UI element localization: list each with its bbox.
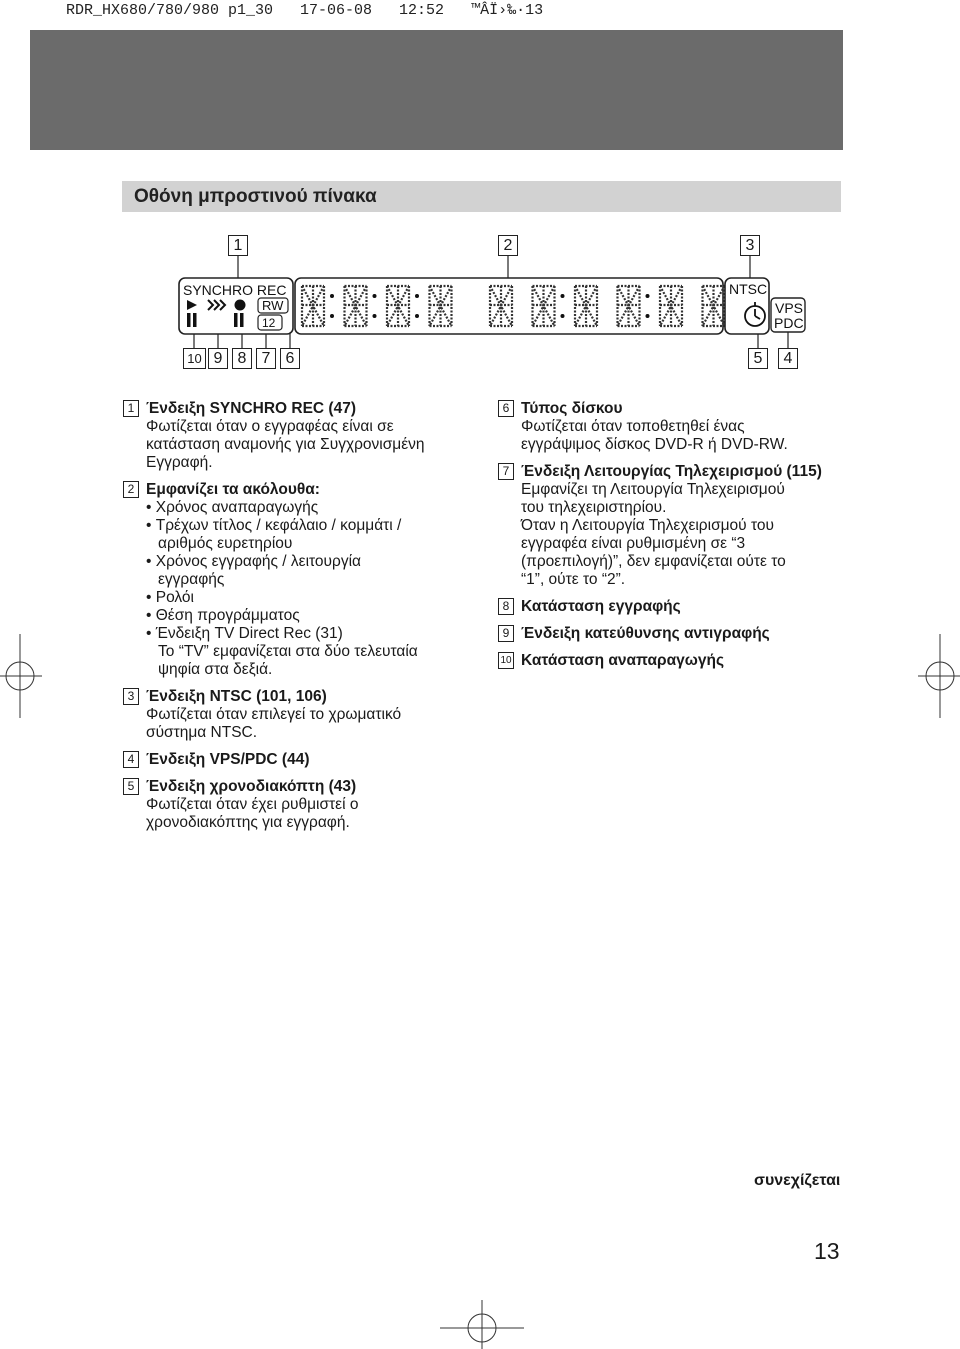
legend-text: Φωτίζεται όταν επιλεγεί το χρωματικό — [146, 706, 402, 723]
colon-dot — [330, 314, 334, 318]
callout-leader-lines — [0, 0, 960, 400]
legend-bullet: αριθμός ευρετηρίου — [158, 535, 293, 552]
callout-3: 3 — [740, 235, 760, 256]
legend-number: 10 — [498, 652, 514, 669]
legend-text: χρονοδιακόπτης για εγγραφή. — [146, 814, 350, 831]
legend-bullet: • Ρολόι — [146, 589, 473, 607]
colon-dot — [330, 294, 334, 298]
pdc-indicator: PDC — [774, 315, 804, 331]
colon-dot — [646, 294, 650, 298]
legend-text: Εμφανίζει τη Λειτουργία Τηλεχειρισμού — [521, 481, 785, 498]
colon-dot — [646, 314, 650, 318]
legend-item-4 — [123, 751, 473, 769]
callout-10: 10 — [183, 348, 206, 369]
synchro-rec-indicator: SYNCHRO REC — [183, 282, 287, 298]
colon-dot — [373, 314, 377, 318]
section-title: Οθόνη μπροστινού πίνακα — [134, 186, 377, 207]
legend-item-1 — [123, 400, 473, 472]
legend-number: 1 — [123, 400, 139, 417]
callout-4: 4 — [778, 348, 798, 369]
legend-item-7 — [498, 463, 848, 589]
legend-number: 9 — [498, 625, 514, 642]
legend-text: εγγράψιμος δίσκος DVD-R ή DVD-RW. — [521, 436, 788, 453]
legend-item-10 — [498, 652, 848, 670]
legend-bullet: Το “TV” εμφανίζεται στα δύο τελευταία — [158, 643, 418, 660]
rw-indicator: RW — [262, 298, 284, 313]
legend-heading: Ένδειξη Λειτουργίας Τηλεχειρισμού (115) — [521, 463, 822, 480]
legend-bullet: ψηφία στα δεξιά. — [158, 661, 273, 678]
legend-item-8 — [498, 598, 848, 616]
continue-label: συνεχίζεται — [754, 1172, 841, 1189]
legend-heading: Κατάσταση εγγραφής — [521, 598, 681, 615]
legend-text: κατάσταση αναμονής για Συγχρονισμένη — [146, 436, 425, 453]
printer-slug: RDR_HX680/780/980 p1_30 17-06-08 12:52 ™ÂÏ›‰·13 — [66, 2, 544, 19]
legend-heading: Ένδειξη χρονοδιακόπτη (43) — [146, 778, 357, 795]
legend-item-6 — [498, 400, 848, 454]
legend-text: “1”, ούτε το “2”. — [521, 571, 626, 588]
callout-8: 8 — [232, 348, 252, 369]
legend-number: 2 — [123, 481, 139, 498]
legend-text: Φωτίζεται όταν έχει ρυθμιστεί ο — [146, 796, 359, 813]
legend-item-9 — [498, 625, 848, 643]
legend-heading: Κατάσταση αναπαραγωγής — [521, 652, 724, 669]
legend-heading: Ένδειξη κατεύθυνσης αντιγραφής — [521, 625, 770, 642]
legend-item-3 — [123, 688, 473, 742]
legend-text: του τηλεχειριστηρίου. — [521, 499, 667, 516]
left-column — [123, 400, 473, 841]
legend-bullet: • Θέση προγράμματος — [146, 607, 473, 625]
legend-bullet: • Χρόνος εγγραφής / λειτουργία — [146, 553, 473, 571]
right-column — [498, 400, 848, 679]
ntsc-indicator: NTSC — [729, 281, 768, 297]
legend-heading: Ένδειξη VPS/PDC (44) — [146, 751, 310, 768]
legend-text: (προεπιλογή)”, δεν εμφανίζεται ούτε το — [521, 553, 786, 570]
display-graphic — [178, 276, 808, 338]
legend-heading: Τύπος δίσκου — [521, 400, 623, 417]
colon-dot — [373, 294, 377, 298]
legend-text: Φωτίζεται όταν ο εγγραφέας είναι σε — [146, 418, 394, 435]
colon-dot — [415, 294, 419, 298]
legend-number: 3 — [123, 688, 139, 705]
legend-item-5 — [123, 778, 473, 832]
registration-mark-right — [916, 634, 960, 718]
legend-number: 4 — [123, 751, 139, 768]
callout-9: 9 — [208, 348, 228, 369]
legend-number: 7 — [498, 463, 514, 480]
legend-bullet: εγγραφής — [158, 571, 225, 588]
legend-text: εγγραφέα είναι ρυθμισμένη σε “3 — [521, 535, 746, 552]
legend-number: 6 — [498, 400, 514, 417]
legend-number: 5 — [123, 778, 139, 795]
record-icon — [235, 300, 246, 311]
legend-text: Φωτίζεται όταν τοποθετηθεί ένας — [521, 418, 745, 435]
legend-bullet: • Τρέχων τίτλος / κεφάλαιο / κομμάτι / — [146, 517, 473, 535]
callout-6: 6 — [280, 348, 300, 369]
legend-text: Εγγραφή. — [146, 454, 213, 471]
colon-dot — [561, 294, 565, 298]
legend-item-2 — [123, 481, 473, 679]
legend-text: Όταν η Λειτουργία Τηλεχειρισμού του — [521, 517, 774, 534]
registration-mark-bottom — [440, 1300, 524, 1349]
legend-heading: Εμφανίζει τα ακόλουθα: — [146, 481, 320, 498]
legend-number: 8 — [498, 598, 514, 615]
legend-heading: Ένδειξη NTSC (101, 106) — [146, 688, 327, 705]
vps-indicator: VPS — [775, 300, 804, 316]
callout-2: 2 — [498, 235, 518, 256]
front-panel-display — [178, 276, 808, 338]
legend-heading: Ένδειξη SYNCHRO REC (47) — [146, 400, 356, 417]
registration-mark-left — [0, 634, 44, 718]
legend-text: σύστημα NTSC. — [146, 724, 258, 741]
colon-dot — [561, 314, 565, 318]
legend-bullet: • Χρόνος αναπαραγωγής — [146, 499, 473, 517]
callout-7: 7 — [256, 348, 276, 369]
page-number: 13 — [814, 1238, 840, 1264]
callout-5: 5 — [748, 348, 768, 369]
colon-dot — [415, 314, 419, 318]
callout-1: 1 — [228, 235, 248, 256]
legend-bullet: • Ένδειξη TV Direct Rec (31) — [146, 625, 473, 643]
remote-mode-indicator: 12 — [262, 316, 276, 330]
